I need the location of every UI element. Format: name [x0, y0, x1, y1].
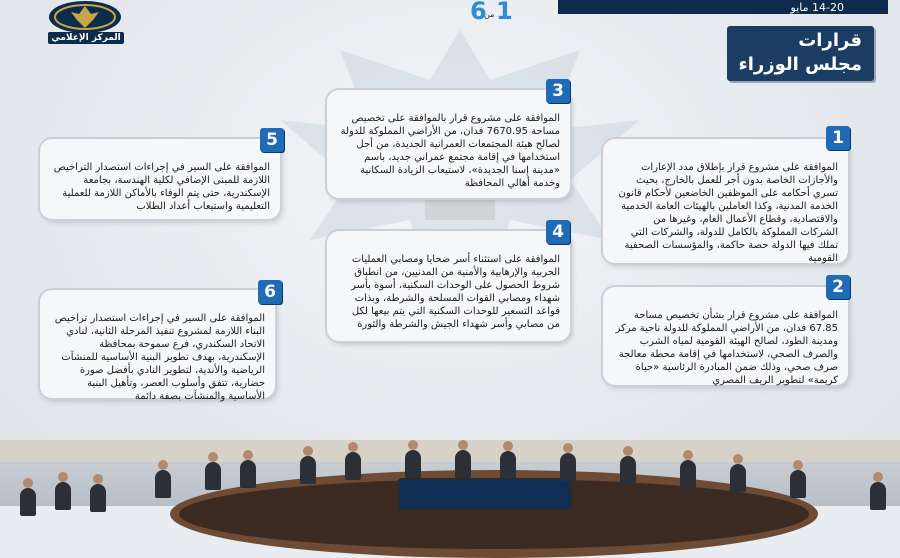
logo-caption: المركز الإعلامي	[48, 32, 124, 44]
decision-text-5: الموافقة على السير في إجراءات استصدار التراخيص اللازمة للمبنى الإضافي لكلية الهندسة، بجامعة الإسكندرية، حتى يتم الوفاء بالأماكن اللازمة للعملية التعليمية واستيعاب أعداد الطلاب	[53, 162, 270, 212]
meeting-attendee	[240, 460, 256, 488]
decision-text-3: الموافقة على مشروع قرار بالموافقة على تخصيص مساحة 7670.95 فدان، من الأراضي المملوكة للدولة لصالح هيئة المجتمعات العمرانية الجديدة، من أجل استخدامها في إقامة مجتمع عمراني جديد، باسم «مدينة إسنا الجديدة»، لاستيعاب الزيادة السكانية وخدمة أهالي المحافظة	[340, 113, 560, 189]
meeting-room-wall	[0, 440, 900, 462]
decision-number-3: 3	[546, 79, 570, 103]
decision-card-5	[40, 139, 280, 219]
decision-number-2: 2	[826, 275, 850, 299]
meeting-attendee	[155, 470, 171, 498]
date-bar	[558, 0, 888, 14]
decision-card-3	[327, 90, 570, 198]
decision-number-6: 6	[258, 280, 282, 304]
date-label: 14-20 مايو	[790, 1, 844, 14]
page-current: 1	[496, 0, 513, 25]
decision-text-6: الموافقة على السير في إجراءات استصدار تراخيص البناء اللازمة لمشروع تنفيذ المرحلة الثانية، لنادي الاتحاد السكندري، فرع سموحة بمحافظة الإسكندرية، بهدف تطوير البنية الأساسية للمنشآت الرياضية والأندية، لتطوير النادي بأفضل صورة حضارية، تتفق وأسلوب العصر، وتأهيل البنية الأساسية والمنشآت بصفة دائمة	[54, 313, 265, 402]
page-indicator	[470, 0, 530, 24]
decision-card-2	[603, 287, 848, 385]
decision-card-6	[40, 290, 275, 402]
page-total: 6	[470, 0, 487, 25]
decision-text-2: الموافقة على مشروع قرار بشأن تخصيص مساحة 67.85 فدان، من الأراضي المملوكة للدولة ناحية مركز ومدينة الطود، لصالح الهيئة القومية لمياه الشرب والصرف الصحي، لاستخدامها في إقامة محطة معالجة صرف صحي، وذلك ضمن المبادرة الرئاسية «حياة كريمة» لتطوير الريف المصري	[615, 310, 838, 386]
decision-number-4: 4	[546, 220, 570, 244]
meeting-attendee	[455, 450, 471, 478]
meeting-attendee	[500, 451, 516, 479]
meeting-attendee	[560, 453, 576, 481]
meeting-attendee	[345, 452, 361, 480]
meeting-screen	[398, 478, 572, 510]
meeting-attendee	[405, 450, 421, 478]
meeting-attendee	[730, 464, 746, 492]
page-title-line1: قرارات	[798, 30, 862, 51]
page-of-label: من	[484, 10, 495, 19]
logo-emblem-icon	[46, 0, 124, 34]
meeting-attendee	[205, 462, 221, 490]
meeting-attendee	[680, 460, 696, 488]
page-title-line2: مجلس الوزراء	[738, 54, 862, 75]
decision-card-4	[327, 231, 570, 341]
page-title-box	[727, 26, 874, 81]
meeting-attendee	[790, 470, 806, 498]
meeting-attendee	[90, 484, 106, 512]
meeting-attendee	[620, 456, 636, 484]
decision-text-4: الموافقة على استثناء أسر ضحايا ومصابي العمليات الحربية والإرهابية والأمنية من المدنيين، من انطباق شروط الحصول على الوحدات السكنية، أسوة بأسر شهداء ومصابي القوات المسلحة والشرطة، وبذات قواعد التسعير للوحدات السكنية التي يتم بيعها لكل من مصابي وأسر شهداء الجيش والشرطة والثورة	[351, 254, 560, 330]
decision-text-1: الموافقة على مشروع قرار بإطلاق مدد الإعارات والأجازات الخاصة بدون أجر للعمل بالخارج، بحيث تسري أحكامه على الموظفين الخاضعين لأحكام قانون الخدمة المدنية، وكذا العاملين بالهيئات العامة الخدمية والاقتصادية، وقطاع الأعمال العام، وغيرها من الشركات المملوكة بالكامل للدولة، والشركات التي تملك فيها الدولة حصة حاكمة، والمؤسسات الصحفية القومية	[618, 162, 838, 264]
decision-number-1: 1	[826, 126, 850, 150]
meeting-attendee	[20, 488, 36, 516]
decision-card-1	[603, 139, 848, 263]
meeting-attendee	[300, 456, 316, 484]
decision-number-5: 5	[260, 128, 284, 152]
